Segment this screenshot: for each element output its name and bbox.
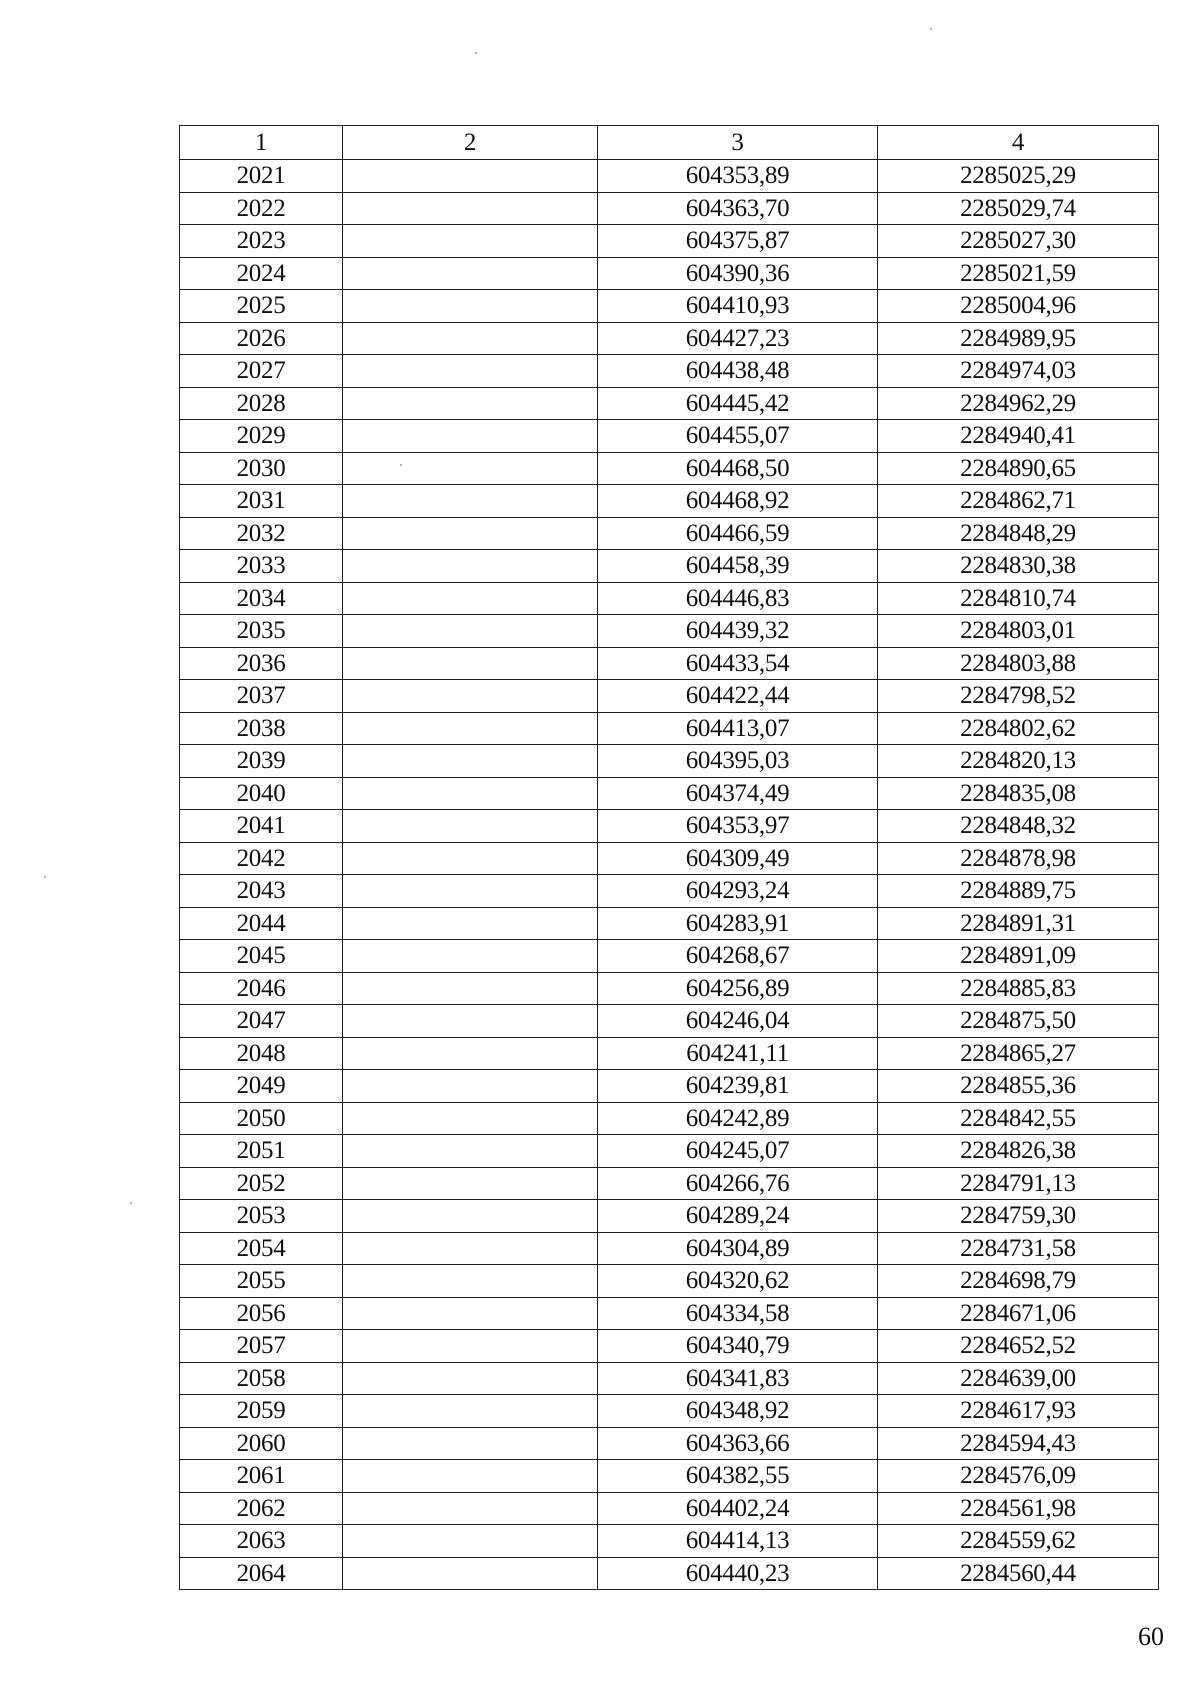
y-coordinate-cell: 2284848,29	[878, 517, 1159, 550]
x-coordinate-cell: 604390,36	[598, 257, 878, 290]
y-coordinate-cell: 2284594,43	[878, 1427, 1159, 1460]
point-number-cell: 2063	[180, 1525, 343, 1558]
point-number-cell: 2052	[180, 1167, 343, 1200]
y-coordinate-cell: 2284731,58	[878, 1232, 1159, 1265]
point-number-cell: 2064	[180, 1557, 343, 1590]
table-row	[180, 1557, 1159, 1590]
point-number-cell: 2044	[180, 907, 343, 940]
table-row	[180, 1265, 1159, 1298]
x-coordinate-cell: 604468,92	[598, 485, 878, 518]
table-row	[180, 1102, 1159, 1135]
table-row	[180, 257, 1159, 290]
y-coordinate-cell: 2284862,71	[878, 485, 1159, 518]
column-2-cell	[343, 225, 598, 258]
y-coordinate-cell: 2284759,30	[878, 1200, 1159, 1233]
column-2-cell	[343, 777, 598, 810]
table-row	[180, 647, 1159, 680]
x-coordinate-cell: 604455,07	[598, 420, 878, 453]
column-2-cell	[343, 1492, 598, 1525]
table-row	[180, 582, 1159, 615]
point-number-cell: 2059	[180, 1395, 343, 1428]
x-coordinate-cell: 604241,11	[598, 1037, 878, 1070]
y-coordinate-cell: 2284865,27	[878, 1037, 1159, 1070]
table-row	[180, 290, 1159, 323]
column-2-cell	[343, 810, 598, 843]
point-number-cell: 2027	[180, 355, 343, 388]
y-coordinate-cell: 2284652,52	[878, 1330, 1159, 1363]
point-number-cell: 2040	[180, 777, 343, 810]
column-2-cell	[343, 1037, 598, 1070]
x-coordinate-cell: 604304,89	[598, 1232, 878, 1265]
x-coordinate-cell: 604256,89	[598, 972, 878, 1005]
table-row	[180, 615, 1159, 648]
y-coordinate-cell: 2284559,62	[878, 1525, 1159, 1558]
column-2-cell	[343, 1005, 598, 1038]
x-coordinate-cell: 604468,50	[598, 452, 878, 485]
point-number-cell: 2024	[180, 257, 343, 290]
table-row	[180, 322, 1159, 355]
x-coordinate-cell: 604395,03	[598, 745, 878, 778]
column-2-cell	[343, 907, 598, 940]
x-coordinate-cell: 604439,32	[598, 615, 878, 648]
point-number-cell: 2055	[180, 1265, 343, 1298]
point-number-cell: 2042	[180, 842, 343, 875]
x-coordinate-cell: 604410,93	[598, 290, 878, 323]
x-coordinate-cell: 604446,83	[598, 582, 878, 615]
y-coordinate-cell: 2285021,59	[878, 257, 1159, 290]
x-coordinate-cell: 604334,58	[598, 1297, 878, 1330]
column-2-cell	[343, 1200, 598, 1233]
table-row	[180, 420, 1159, 453]
point-number-cell: 2053	[180, 1200, 343, 1233]
x-coordinate-cell: 604382,55	[598, 1460, 878, 1493]
y-coordinate-cell: 2284891,31	[878, 907, 1159, 940]
table-row	[180, 517, 1159, 550]
table-row	[180, 1037, 1159, 1070]
x-coordinate-cell: 604427,23	[598, 322, 878, 355]
x-coordinate-cell: 604266,76	[598, 1167, 878, 1200]
x-coordinate-cell: 604440,23	[598, 1557, 878, 1590]
point-number-cell: 2023	[180, 225, 343, 258]
x-coordinate-cell: 604414,13	[598, 1525, 878, 1558]
table-row	[180, 1460, 1159, 1493]
point-number-cell: 2049	[180, 1070, 343, 1103]
table-row	[180, 1525, 1159, 1558]
x-coordinate-cell: 604363,66	[598, 1427, 878, 1460]
y-coordinate-cell: 2284848,32	[878, 810, 1159, 843]
y-coordinate-cell: 2284826,38	[878, 1135, 1159, 1168]
table-row	[180, 810, 1159, 843]
y-coordinate-cell: 2284810,74	[878, 582, 1159, 615]
point-number-cell: 2035	[180, 615, 343, 648]
x-coordinate-cell: 604422,44	[598, 680, 878, 713]
y-coordinate-cell: 2284639,00	[878, 1362, 1159, 1395]
column-2-cell	[343, 1070, 598, 1103]
header-cell-1: 1	[180, 126, 343, 160]
column-2-cell	[343, 1232, 598, 1265]
x-coordinate-cell: 604374,49	[598, 777, 878, 810]
column-2-cell	[343, 1557, 598, 1590]
point-number-cell: 2022	[180, 192, 343, 225]
x-coordinate-cell: 604466,59	[598, 517, 878, 550]
table-row	[180, 777, 1159, 810]
y-coordinate-cell: 2285027,30	[878, 225, 1159, 258]
table-row	[180, 1005, 1159, 1038]
column-2-cell	[343, 842, 598, 875]
y-coordinate-cell: 2284842,55	[878, 1102, 1159, 1135]
x-coordinate-cell: 604283,91	[598, 907, 878, 940]
table-row	[180, 355, 1159, 388]
x-coordinate-cell: 604348,92	[598, 1395, 878, 1428]
table-row	[180, 1232, 1159, 1265]
y-coordinate-cell: 2285004,96	[878, 290, 1159, 323]
column-2-cell	[343, 680, 598, 713]
point-number-cell: 2037	[180, 680, 343, 713]
point-number-cell: 2045	[180, 940, 343, 973]
table-row	[180, 1167, 1159, 1200]
column-2-cell	[343, 452, 598, 485]
table-row	[180, 680, 1159, 713]
point-number-cell: 2050	[180, 1102, 343, 1135]
point-number-cell: 2056	[180, 1297, 343, 1330]
table-row	[180, 387, 1159, 420]
y-coordinate-cell: 2284855,36	[878, 1070, 1159, 1103]
y-coordinate-cell: 2284671,06	[878, 1297, 1159, 1330]
column-2-cell	[343, 517, 598, 550]
table-row	[180, 225, 1159, 258]
y-coordinate-cell: 2284885,83	[878, 972, 1159, 1005]
x-coordinate-cell: 604239,81	[598, 1070, 878, 1103]
coordinates-table	[179, 125, 1159, 1590]
column-2-cell	[343, 875, 598, 908]
y-coordinate-cell: 2284791,13	[878, 1167, 1159, 1200]
point-number-cell: 2039	[180, 745, 343, 778]
scan-speck	[44, 876, 46, 878]
table-row	[180, 1070, 1159, 1103]
column-2-cell	[343, 485, 598, 518]
column-2-cell	[343, 940, 598, 973]
table-header-row	[180, 126, 1159, 160]
table-row	[180, 452, 1159, 485]
table-row	[180, 875, 1159, 908]
y-coordinate-cell: 2284576,09	[878, 1460, 1159, 1493]
column-2-cell	[343, 192, 598, 225]
y-coordinate-cell: 2284803,01	[878, 615, 1159, 648]
point-number-cell: 2041	[180, 810, 343, 843]
table-row	[180, 192, 1159, 225]
column-2-cell	[343, 160, 598, 193]
column-2-cell	[343, 615, 598, 648]
point-number-cell: 2048	[180, 1037, 343, 1070]
table-row	[180, 1135, 1159, 1168]
point-number-cell: 2060	[180, 1427, 343, 1460]
point-number-cell: 2046	[180, 972, 343, 1005]
y-coordinate-cell: 2284940,41	[878, 420, 1159, 453]
table-row	[180, 745, 1159, 778]
y-coordinate-cell: 2284803,88	[878, 647, 1159, 680]
scan-speck	[475, 52, 477, 54]
y-coordinate-cell: 2284830,38	[878, 550, 1159, 583]
y-coordinate-cell: 2284617,93	[878, 1395, 1159, 1428]
table-row	[180, 712, 1159, 745]
table-row	[180, 842, 1159, 875]
x-coordinate-cell: 604320,62	[598, 1265, 878, 1298]
column-2-cell	[343, 1395, 598, 1428]
point-number-cell: 2034	[180, 582, 343, 615]
column-2-cell	[343, 420, 598, 453]
point-number-cell: 2038	[180, 712, 343, 745]
x-coordinate-cell: 604268,67	[598, 940, 878, 973]
x-coordinate-cell: 604293,24	[598, 875, 878, 908]
x-coordinate-cell: 604353,97	[598, 810, 878, 843]
point-number-cell: 2026	[180, 322, 343, 355]
y-coordinate-cell: 2284974,03	[878, 355, 1159, 388]
y-coordinate-cell: 2284802,62	[878, 712, 1159, 745]
column-2-cell	[343, 1167, 598, 1200]
point-number-cell: 2025	[180, 290, 343, 323]
y-coordinate-cell: 2284889,75	[878, 875, 1159, 908]
point-number-cell: 2051	[180, 1135, 343, 1168]
point-number-cell: 2030	[180, 452, 343, 485]
x-coordinate-cell: 604402,24	[598, 1492, 878, 1525]
point-number-cell: 2047	[180, 1005, 343, 1038]
x-coordinate-cell: 604340,79	[598, 1330, 878, 1363]
table-row	[180, 550, 1159, 583]
y-coordinate-cell: 2284835,08	[878, 777, 1159, 810]
x-coordinate-cell: 604363,70	[598, 192, 878, 225]
column-2-cell	[343, 647, 598, 680]
x-coordinate-cell: 604242,89	[598, 1102, 878, 1135]
scan-speck	[130, 1202, 132, 1204]
column-2-cell	[343, 1427, 598, 1460]
table-row	[180, 940, 1159, 973]
scan-speck	[930, 28, 932, 30]
point-number-cell: 2057	[180, 1330, 343, 1363]
x-coordinate-cell: 604445,42	[598, 387, 878, 420]
point-number-cell: 2021	[180, 160, 343, 193]
y-coordinate-cell: 2284891,09	[878, 940, 1159, 973]
y-coordinate-cell: 2284798,52	[878, 680, 1159, 713]
x-coordinate-cell: 604458,39	[598, 550, 878, 583]
y-coordinate-cell: 2284698,79	[878, 1265, 1159, 1298]
x-coordinate-cell: 604433,54	[598, 647, 878, 680]
point-number-cell: 2036	[180, 647, 343, 680]
point-number-cell: 2062	[180, 1492, 343, 1525]
table-row	[180, 1395, 1159, 1428]
column-2-cell	[343, 355, 598, 388]
table-row	[180, 485, 1159, 518]
table-row	[180, 972, 1159, 1005]
table-body	[180, 126, 1159, 1590]
x-coordinate-cell: 604245,07	[598, 1135, 878, 1168]
table-row	[180, 1297, 1159, 1330]
header-cell-4: 4	[878, 126, 1159, 160]
table-row	[180, 160, 1159, 193]
column-2-cell	[343, 322, 598, 355]
column-2-cell	[343, 582, 598, 615]
x-coordinate-cell: 604413,07	[598, 712, 878, 745]
y-coordinate-cell: 2284989,95	[878, 322, 1159, 355]
y-coordinate-cell: 2284878,98	[878, 842, 1159, 875]
x-coordinate-cell: 604353,89	[598, 160, 878, 193]
y-coordinate-cell: 2284820,13	[878, 745, 1159, 778]
y-coordinate-cell: 2284875,50	[878, 1005, 1159, 1038]
point-number-cell: 2054	[180, 1232, 343, 1265]
y-coordinate-cell: 2284561,98	[878, 1492, 1159, 1525]
point-number-cell: 2029	[180, 420, 343, 453]
x-coordinate-cell: 604309,49	[598, 842, 878, 875]
point-number-cell: 2061	[180, 1460, 343, 1493]
table-row	[180, 1200, 1159, 1233]
column-2-cell	[343, 290, 598, 323]
point-number-cell: 2031	[180, 485, 343, 518]
y-coordinate-cell: 2284890,65	[878, 452, 1159, 485]
table-row	[180, 1427, 1159, 1460]
y-coordinate-cell: 2284560,44	[878, 1557, 1159, 1590]
column-2-cell	[343, 1525, 598, 1558]
table-row	[180, 1492, 1159, 1525]
point-number-cell: 2032	[180, 517, 343, 550]
column-2-cell	[343, 712, 598, 745]
table-row	[180, 907, 1159, 940]
column-2-cell	[343, 1460, 598, 1493]
column-2-cell	[343, 550, 598, 583]
header-cell-3: 3	[598, 126, 878, 160]
column-2-cell	[343, 1297, 598, 1330]
table-row	[180, 1362, 1159, 1395]
column-2-cell	[343, 745, 598, 778]
point-number-cell: 2058	[180, 1362, 343, 1395]
column-2-cell	[343, 1265, 598, 1298]
x-coordinate-cell: 604289,24	[598, 1200, 878, 1233]
x-coordinate-cell: 604341,83	[598, 1362, 878, 1395]
y-coordinate-cell: 2285029,74	[878, 192, 1159, 225]
column-2-cell	[343, 387, 598, 420]
y-coordinate-cell: 2284962,29	[878, 387, 1159, 420]
column-2-cell	[343, 972, 598, 1005]
column-2-cell	[343, 1102, 598, 1135]
point-number-cell: 2033	[180, 550, 343, 583]
x-coordinate-cell: 604375,87	[598, 225, 878, 258]
point-number-cell: 2043	[180, 875, 343, 908]
column-2-cell	[343, 1330, 598, 1363]
x-coordinate-cell: 604246,04	[598, 1005, 878, 1038]
column-2-cell	[343, 1362, 598, 1395]
page-number: 60	[1138, 1622, 1164, 1651]
header-cell-2: 2	[343, 126, 598, 160]
table-row	[180, 1330, 1159, 1363]
x-coordinate-cell: 604438,48	[598, 355, 878, 388]
y-coordinate-cell: 2285025,29	[878, 160, 1159, 193]
column-2-cell	[343, 257, 598, 290]
column-2-cell	[343, 1135, 598, 1168]
point-number-cell: 2028	[180, 387, 343, 420]
